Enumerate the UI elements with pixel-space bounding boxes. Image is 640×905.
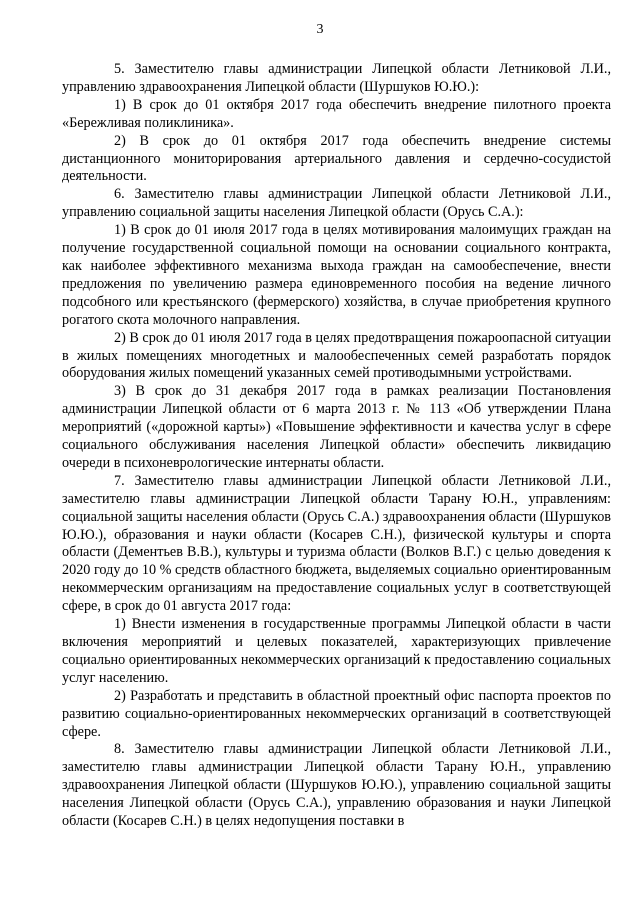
paragraph-item-6-1: 1) В срок до 01 июля 2017 года в целях мотивирования малоимущих граждан на получение государственной социальной помощи на основании социального контракта, как наиболее эффективного механизма выхода граждан на самообеспечение, внести предложения по увеличению размера единовременного пособия на ведение личного подсобного или крестьянского (фермерского) хозяйства, в случае приобретения крупного рогатого скота молочного направления. [62, 222, 611, 328]
paragraph-item-7-2: 2) Разработать и представить в областной проектный офис паспорта проектов по развитию социально-ориентированных некоммерческих организаций в соответствующей сфере. [62, 687, 611, 740]
paragraph-item-7-1: 1) Внести изменения в государственные программы Липецкой области в части включения мероприятий и целевых показателей, характеризующих привлечение социально ориентированных некоммерческих организаций к предоставлению социальных услуг населению. [62, 616, 611, 686]
paragraph-item-7: 7. Заместителю главы администрации Липецкой области Летниковой Л.И., заместителю главы администрации Липецкой области Тарану Ю.Н., управлениям: социальной защиты населения области (Орусь С.А.) здравоохранения области (Шуршуков Ю.Ю.), образования и науки области (Косарев С.Н.), физической культуры и спорта области (Дементьев В.В.), культуры и туризма области (Волков В.Г.) с целью доведения к 2020 году до 10 % средств областного бюджета, выделяемых социально ориентированным некоммерческим организациям на предоставление социальных услуг в соответствующей сфере, в срок до 01 августа 2017 года: [62, 472, 611, 615]
page-number: 3 [316, 22, 324, 37]
paragraph-item-8: 8. Заместителю главы администрации Липецкой области Летниковой Л.И., заместителю главы администрации Липецкой области Тарану Ю.Н., управлению здравоохранения Липецкой области (Шуршуков Ю.Ю.), управлению социальной защиты населения Липецкой области (Орусь С.А.), управлению образования и науки Липецкой области (Косарев С.Н.) в целях недопущения поставки в [62, 741, 611, 830]
paragraph-item-5: 5. Заместителю главы администрации Липецкой области Летниковой Л.И., управлению здравоохранения Липецкой области (Шуршуков Ю.Ю.): [62, 61, 611, 95]
document-body [62, 61, 611, 831]
paragraph-item-6: 6. Заместителю главы администрации Липецкой области Летниковой Л.И., управлению социальной защиты населения Липецкой области (Орусь С.А.): [62, 186, 611, 221]
paragraph-item-5-1: 1) В срок до 01 октября 2017 года обеспечить внедрение пилотного проекта «Бережливая поликлиника». [62, 96, 611, 131]
paragraph-item-5-2: 2) В срок до 01 октября 2017 года обеспечить внедрение системы дистанционного мониторирования артериального давления и сердечно-сосудистой деятельности. [62, 132, 611, 185]
paragraph-item-6-3: 3) В срок до 31 декабря 2017 года в рамках реализации Постановления администрации Липецкой области от 6 марта 2013 г. № 113 «Об утверждении Плана мероприятий («дорожной карты») «Повышение эффективности и качества услуг в сфере социального обслуживания населения Липецкой области» обеспечить ликвидацию очереди в психоневрологические интернаты области. [62, 383, 611, 471]
paragraph-item-6-2: 2) В срок до 01 июля 2017 года в целях предотвращения пожароопасной ситуации в жилых помещениях многодетных и малообеспеченных семей разработать порядок оборудования жилых помещений указанных семей противодымными устройствами. [62, 329, 611, 382]
